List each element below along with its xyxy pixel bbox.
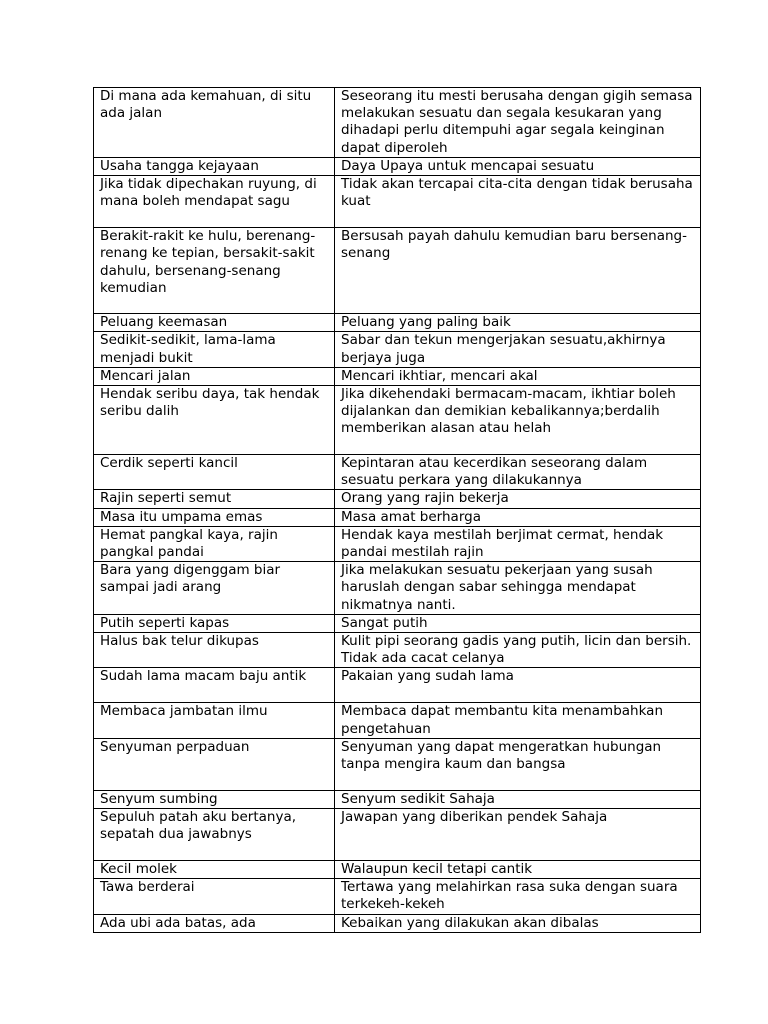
proverb-cell: Jika tidak dipechakan ruyung, di mana boleh mendapat sagu	[94, 176, 335, 228]
table-row	[94, 790, 701, 808]
proverb-cell: Ada ubi ada batas, ada	[94, 914, 335, 932]
meaning-cell: Pakaian yang sudah lama	[335, 668, 701, 703]
proverb-cell: Kecil molek	[94, 861, 335, 879]
table-row	[94, 861, 701, 879]
meaning-cell: Senyuman yang dapat mengeratkan hubungan tanpa mengira kaum dan bangsa	[335, 738, 701, 790]
table-row	[94, 314, 701, 332]
proverb-cell: Cerdik seperti kancil	[94, 455, 335, 490]
proverb-cell: Rajin seperti semut	[94, 490, 335, 508]
proverb-cell: Hendak seribu daya, tak hendak seribu dalih	[94, 386, 335, 455]
proverb-cell: Mencari jalan	[94, 367, 335, 385]
meaning-cell: Walaupun kecil tetapi cantik	[335, 861, 701, 879]
table-row	[94, 879, 701, 914]
proverb-cell: Tawa berderai	[94, 879, 335, 914]
table-row	[94, 367, 701, 385]
meaning-cell: Hendak kaya mestilah berjimat cermat, hendak pandai mestilah rajin	[335, 526, 701, 561]
proverb-cell: Masa itu umpama emas	[94, 508, 335, 526]
table-row	[94, 332, 701, 367]
proverb-cell: Sepuluh patah aku bertanya, sepatah dua jawabnys	[94, 809, 335, 861]
meaning-cell: Tertawa yang melahirkan rasa suka dengan suara terkekeh-kekeh	[335, 879, 701, 914]
proverb-cell: Membaca jambatan ilmu	[94, 703, 335, 738]
proverb-cell: Halus bak telur dikupas	[94, 633, 335, 668]
meaning-cell: Peluang yang paling baik	[335, 314, 701, 332]
meaning-cell: Tidak akan tercapai cita-cita dengan tidak berusaha kuat	[335, 176, 701, 228]
meaning-cell: Kepintaran atau kecerdikan seseorang dalam sesuatu perkara yang dilakukannya	[335, 455, 701, 490]
proverb-cell: Senyuman perpaduan	[94, 738, 335, 790]
meaning-cell: Jawapan yang diberikan pendek Sahaja	[335, 809, 701, 861]
meaning-cell: Bersusah payah dahulu kemudian baru bersenang-senang	[335, 228, 701, 314]
meaning-cell: Senyum sedikit Sahaja	[335, 790, 701, 808]
meaning-cell: Kebaikan yang dilakukan akan dibalas	[335, 914, 701, 932]
table-row	[94, 88, 701, 158]
proverb-cell: Peluang keemasan	[94, 314, 335, 332]
table-row	[94, 914, 701, 932]
proverb-cell: Usaha tangga kejayaan	[94, 158, 335, 176]
table-row	[94, 809, 701, 861]
meaning-cell: Mencari ikhtiar, mencari akal	[335, 367, 701, 385]
proverb-cell: Sedikit-sedikit, lama-lama menjadi bukit	[94, 332, 335, 367]
table-row	[94, 490, 701, 508]
proverb-cell: Putih seperti kapas	[94, 614, 335, 632]
table-row	[94, 703, 701, 738]
table-row	[94, 526, 701, 561]
proverb-cell: Sudah lama macam baju antik	[94, 668, 335, 703]
table-row	[94, 633, 701, 668]
proverb-cell: Di mana ada kemahuan, di situ ada jalan	[94, 88, 335, 158]
table-row	[94, 455, 701, 490]
table-row	[94, 228, 701, 314]
meaning-cell: Sangat putih	[335, 614, 701, 632]
table-row	[94, 386, 701, 455]
proverb-cell: Hemat pangkal kaya, rajin pangkal pandai	[94, 526, 335, 561]
meaning-cell: Seseorang itu mesti berusaha dengan gigih semasa melakukan sesuatu dan segala kesukaran yang dihadapi perlu ditempuhi agar segala keinginan dapat diperoleh	[335, 88, 701, 158]
proverb-table	[93, 87, 701, 933]
table-row	[94, 668, 701, 703]
meaning-cell: Sabar dan tekun mengerjakan sesuatu,akhirnya berjaya juga	[335, 332, 701, 367]
meaning-cell: Jika melakukan sesuatu pekerjaan yang susah haruslah dengan sabar sehingga mendapat nikmatnya nanti.	[335, 562, 701, 615]
proverb-cell: Senyum sumbing	[94, 790, 335, 808]
meaning-cell: Orang yang rajin bekerja	[335, 490, 701, 508]
proverb-cell: Bara yang digenggam biar sampai jadi arang	[94, 562, 335, 615]
meaning-cell: Daya Upaya untuk mencapai sesuatu	[335, 158, 701, 176]
table-row	[94, 738, 701, 790]
table-row	[94, 158, 701, 176]
table-row	[94, 176, 701, 228]
meaning-cell: Membaca dapat membantu kita menambahkan pengetahuan	[335, 703, 701, 738]
table-row	[94, 508, 701, 526]
table-row	[94, 562, 701, 615]
proverb-cell: Berakit-rakit ke hulu, berenang-renang ke tepian, bersakit-sakit dahulu, bersenang-senang kemudian	[94, 228, 335, 314]
meaning-cell: Kulit pipi seorang gadis yang putih, licin dan bersih. Tidak ada cacat celanya	[335, 633, 701, 668]
table-row	[94, 614, 701, 632]
meaning-cell: Masa amat berharga	[335, 508, 701, 526]
meaning-cell: Jika dikehendaki bermacam-macam, ikhtiar boleh dijalankan dan demikian kebalikannya;berdalih memberikan alasan atau helah	[335, 386, 701, 455]
